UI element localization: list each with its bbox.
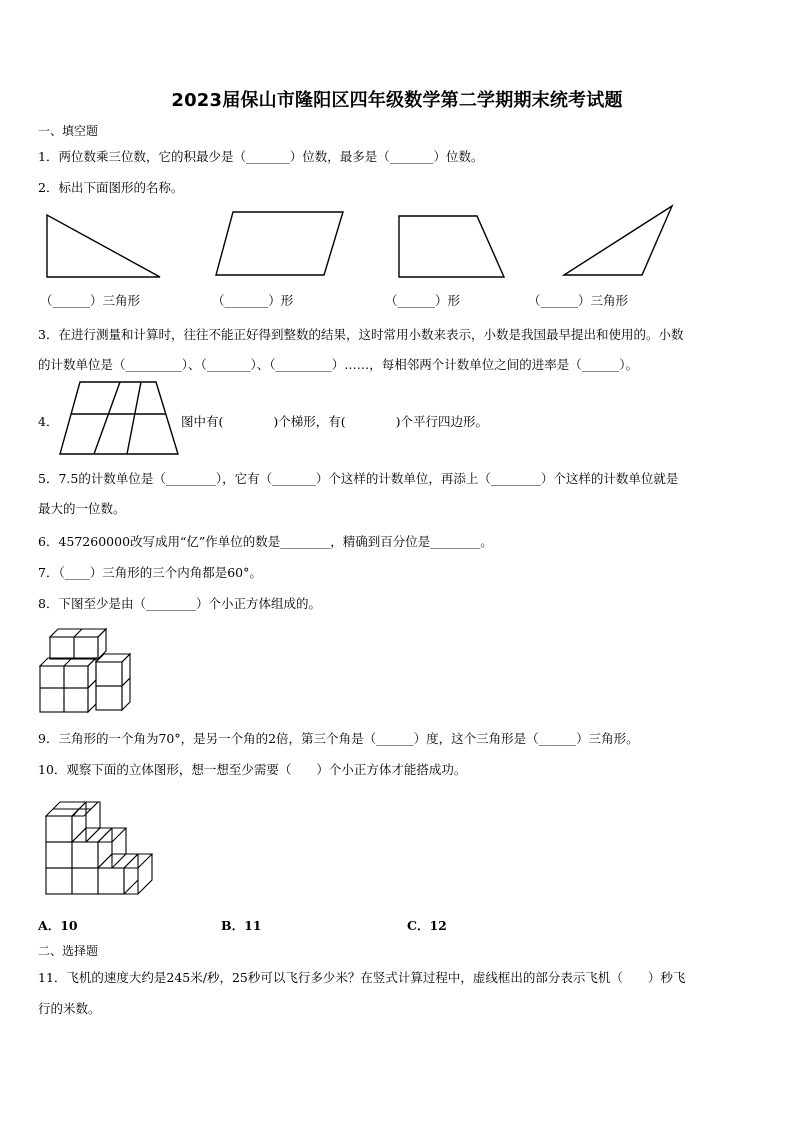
question-2: 2．标出下面图形的名称。 — [38, 180, 184, 195]
question-10: 10．观察下面的立体图形，想一想至少需要（ ）个小正方体才能搭成功。 — [38, 762, 467, 777]
shape-label-4: （______）三角形 — [528, 293, 629, 308]
question-3-line-2: 的计数单位是（_________）、（_______）、（_________）……，每相邻两个计数单位之间的进率是（______）。 — [38, 357, 639, 372]
option-b: B．11 — [221, 918, 262, 933]
obtuse-triangle-figure — [560, 202, 680, 280]
question-5-line-1: 5．7.5的计数单位是（________），它有（_______）个这样的计数单位，再添上（________）个这样的计数单位就是 — [38, 471, 679, 486]
question-4-number: 4． — [38, 414, 59, 429]
page-title: 2023届保山市隆阳区四年级数学第二学期期末统考试题 — [171, 90, 623, 111]
section-heading-choice: 二、选择题 — [38, 944, 99, 958]
section-heading-fill-in: 一、填空题 — [38, 124, 99, 138]
question-1: 1．两位数乘三位数，它的积最少是（_______）位数，最多是（_______）位数。 — [38, 149, 484, 164]
right-triangle-figure — [40, 210, 170, 282]
question-7: 7．（____）三角形的三个内角都是60°。 — [38, 565, 262, 580]
cube-staircase-figure — [40, 792, 165, 900]
question-5-line-2: 最大的一位数。 — [38, 501, 126, 516]
question-8: 8．下图至少是由（________）个小正方体组成的。 — [38, 596, 321, 611]
parallelogram-figure — [215, 205, 365, 280]
option-c: C．12 — [407, 918, 447, 933]
trapezoid-figure — [395, 210, 515, 282]
question-6: 6．457260000改写成用“亿”作单位的数是________，精确到百分位是________。 — [38, 534, 493, 549]
shape-label-1: （______）三角形 — [40, 293, 141, 308]
question-11-line-2: 行的米数。 — [38, 1001, 101, 1016]
question-3-line-1: 3．在进行测量和计算时，往往不能正好得到整数的结果，这时常用小数来表示，小数是我国最早提出和使用的。小数 — [38, 327, 684, 342]
cube-stack-figure-1 — [38, 624, 138, 716]
question-11-line-1: 11．飞机的速度大约是245米/秒，25秒可以飞行多少米？在竖式计算过程中，虚线框出的部分表示飞机（ ）秒飞 — [38, 970, 686, 985]
question-9: 9．三角形的一个角为70°，是另一个角的2倍，第三个角是（______）度，这个三角形是（______）三角形。 — [38, 731, 639, 746]
option-a: A．10 — [38, 918, 78, 933]
trapezoid-divided-figure — [58, 380, 183, 458]
shape-label-2: （_______）形 — [212, 293, 294, 308]
shape-label-3: （______）形 — [385, 293, 461, 308]
question-4-text: 图中有( )个梯形，有( )个平行四边形。 — [181, 414, 489, 429]
